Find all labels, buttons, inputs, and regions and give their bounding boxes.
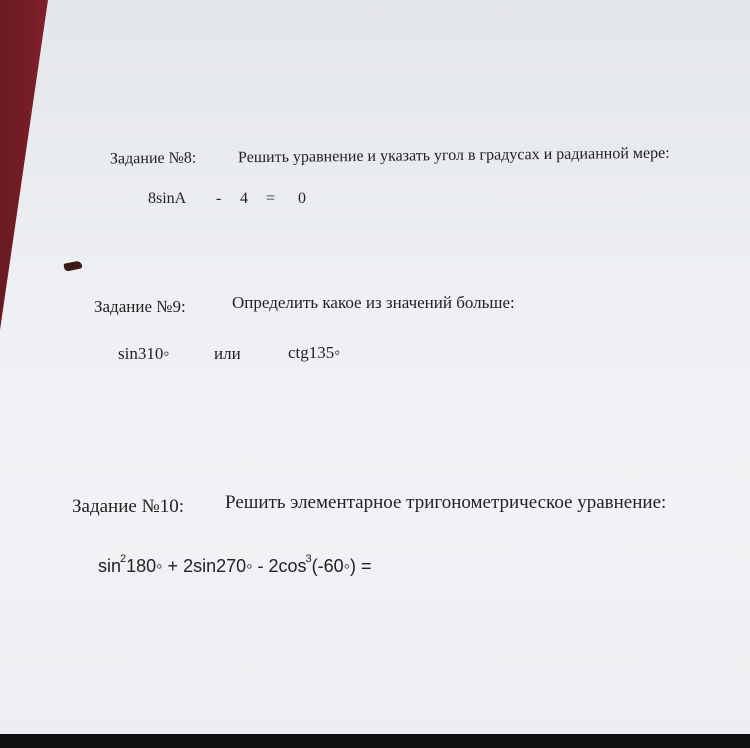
task8-title: Задание №8: <box>109 149 197 168</box>
task9-value1: sin310◦ <box>118 344 170 363</box>
task8-equation-right: 0 <box>298 190 306 207</box>
task8-equation-op: - <box>216 190 222 207</box>
task9-instruction: Определить какое из значений больше: <box>232 293 515 312</box>
formula-part1: sin <box>98 556 122 576</box>
formula-part3: (-60◦) = <box>311 556 372 576</box>
formula-exponent1: 2 <box>120 553 127 565</box>
task8-equation-left: 8sinA <box>148 190 187 207</box>
task9-connector: или <box>214 344 241 363</box>
task8-equation-eq: = <box>266 190 276 207</box>
formula-part2: 180◦ + 2sin270◦ - 2cos <box>126 556 307 576</box>
task9-title: Задание №9: <box>94 297 186 316</box>
task10-formula <box>98 553 372 577</box>
formula-exponent2: 3 <box>305 553 312 565</box>
task9-value2: ctg135◦ <box>288 343 341 362</box>
task8-instruction: Решить уравнение и указать угол в градусах и радианной мере: <box>237 144 670 167</box>
task10-instruction: Решить элементарное тригонометрическое уравнение: <box>225 492 667 513</box>
bottom-edge <box>0 734 750 748</box>
task8-equation-num: 4 <box>240 190 248 207</box>
task10-title: Задание №10: <box>72 496 184 517</box>
